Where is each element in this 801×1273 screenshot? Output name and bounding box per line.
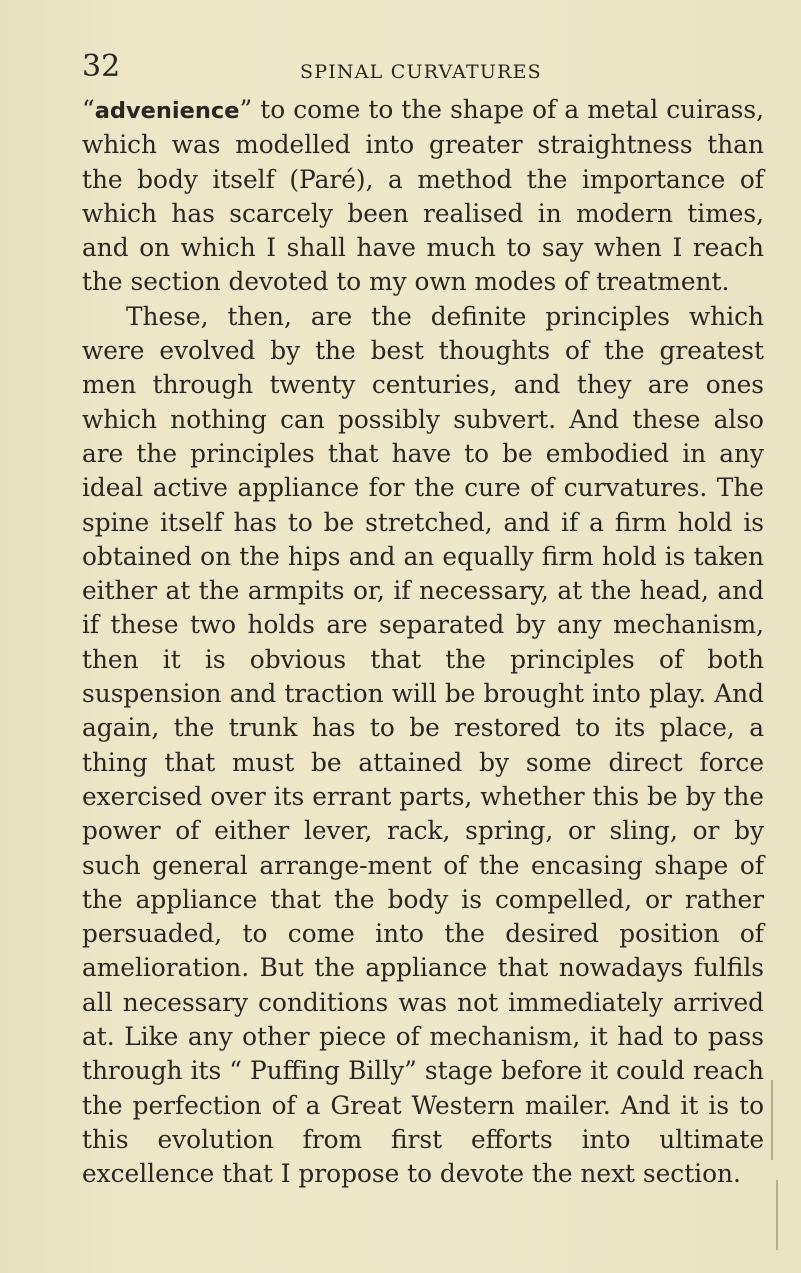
page-number: 32 — [82, 49, 121, 84]
opening-quote: “ — [82, 95, 95, 124]
body-text — [82, 93, 764, 1192]
margin-mark — [771, 1080, 773, 1160]
running-head: SPINAL CURVATURES — [300, 61, 542, 83]
paragraph-1 — [82, 93, 764, 300]
margin-mark — [776, 1180, 778, 1250]
paragraph-2: These, then, are the definite principles which were evolved by the best thoughts of the greatest men through twenty centuries, and they are ones which nothing can possibly subvert. And these also are the principles that have to be embodied in any ideal active appliance for the cure of curvatures. The spine itself has to be stretched, and if a firm hold is obtained on the hips and an equally firm hold is taken either at the armpits or, if necessary, at the head, and if these two holds are separated by any mechanism, then it is obvious that the principles of both suspension and traction will be brought into play. And again, the trunk has to be restored to its place, a thing that must be attained by some direct force exercised over its errant parts, whether this be by the power of either lever, rack, spring, or sling, or by such general arrange-ment of the encasing shape of the appliance that the body is compelled, or rather persuaded, to come into the desired position of amelioration. But the appliance that nowadays fulfils all necessary conditions was not immediately arrived at. Like any other piece of mechanism, it had to pass through its “ Puffing Billy” stage before it could reach the perfection of a Great Western mailer. And it is to this evolution from first efforts into ultimate excellence that I propose to devote the next section. — [82, 301, 764, 1189]
paragraph-1-text: ” to come to the shape of a metal cuirass, which was modelled into greater straightness than the body itself (Paré), a method the importance of which has scarcely been realised in modern times, and on which I shall have much to say when I reach the section devoted to my own modes of treatment. — [82, 95, 764, 297]
term-advenience: advenience — [94, 98, 240, 124]
